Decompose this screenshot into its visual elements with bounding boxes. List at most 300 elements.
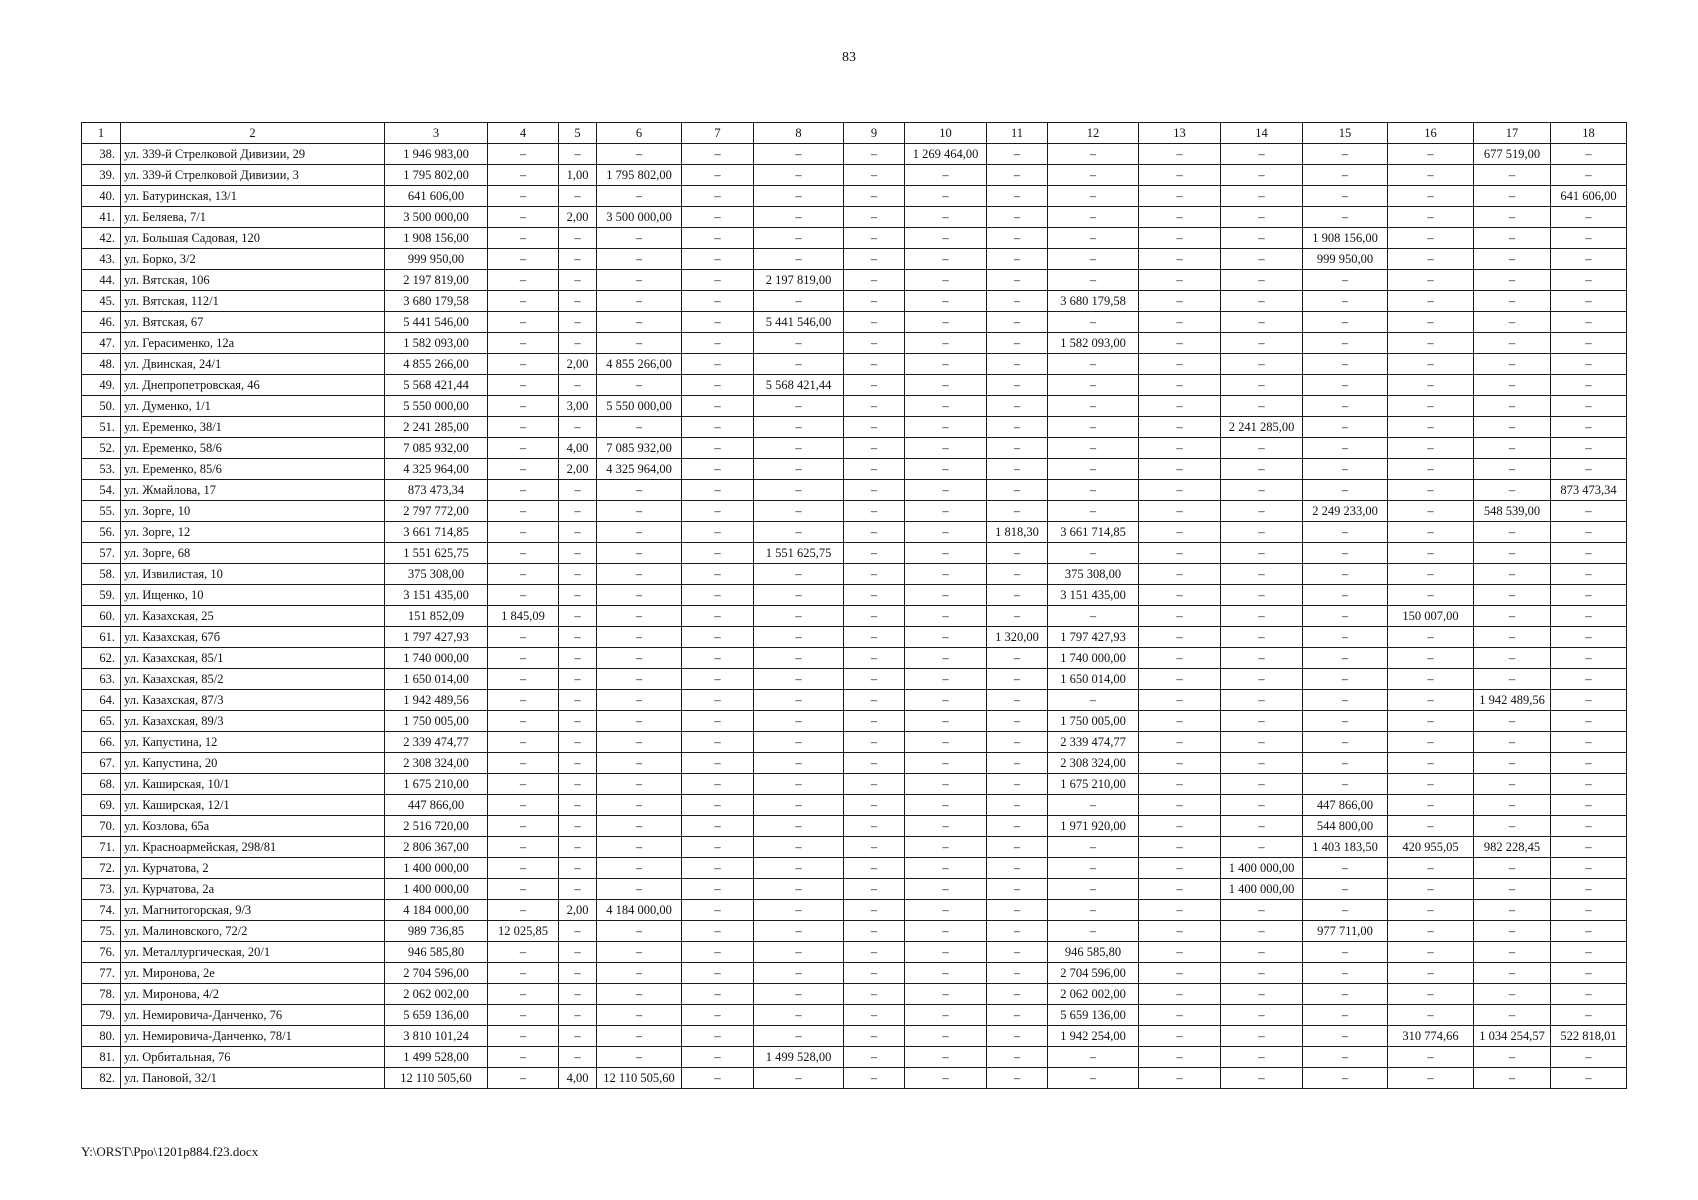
value-cell: –	[905, 627, 987, 648]
value-cell: –	[905, 270, 987, 291]
value-cell: –	[682, 249, 754, 270]
value-cell: –	[1474, 669, 1551, 690]
value-cell: –	[1551, 732, 1627, 753]
table-row	[82, 207, 1627, 228]
value-cell: –	[905, 858, 987, 879]
header-cell: 4	[488, 123, 559, 144]
value-cell: –	[559, 228, 597, 249]
value-cell: –	[905, 186, 987, 207]
value-cell: –	[905, 837, 987, 858]
value-cell: –	[1221, 291, 1303, 312]
value-cell: 2,00	[559, 354, 597, 375]
table-row	[82, 858, 1627, 879]
value-cell: 1 499 528,00	[754, 1047, 844, 1068]
value-cell: –	[1221, 522, 1303, 543]
value-cell: –	[1388, 732, 1474, 753]
value-cell: –	[754, 690, 844, 711]
table-row	[82, 270, 1627, 291]
address-cell: ул. Миронова, 4/2	[121, 984, 385, 1005]
value-cell: –	[1388, 522, 1474, 543]
value-cell: –	[682, 375, 754, 396]
value-cell: –	[1048, 879, 1139, 900]
value-cell: 3 500 000,00	[385, 207, 488, 228]
value-cell: –	[987, 900, 1048, 921]
value-cell: –	[754, 816, 844, 837]
value-cell: –	[1139, 669, 1221, 690]
value-cell: –	[1388, 291, 1474, 312]
value-cell: –	[597, 837, 682, 858]
row-number-cell: 43.	[82, 249, 121, 270]
address-cell: ул. Казахская, 87/3	[121, 690, 385, 711]
value-cell: –	[1221, 459, 1303, 480]
value-cell: –	[682, 984, 754, 1005]
value-cell: –	[1048, 480, 1139, 501]
value-cell: –	[488, 585, 559, 606]
address-cell: ул. Магнитогорская, 9/3	[121, 900, 385, 921]
value-cell: –	[1139, 186, 1221, 207]
value-cell: 7 085 932,00	[597, 438, 682, 459]
value-cell: –	[559, 543, 597, 564]
value-cell: 150 007,00	[1388, 606, 1474, 627]
value-cell: –	[1474, 648, 1551, 669]
row-number-cell: 79.	[82, 1005, 121, 1026]
value-cell: –	[1474, 249, 1551, 270]
value-cell: –	[844, 291, 905, 312]
value-cell: –	[1048, 165, 1139, 186]
value-cell: –	[1474, 1068, 1551, 1089]
value-cell: –	[905, 795, 987, 816]
value-cell: –	[682, 963, 754, 984]
value-cell: 310 774,66	[1388, 1026, 1474, 1047]
value-cell: –	[844, 543, 905, 564]
value-cell: –	[597, 480, 682, 501]
value-cell: –	[1221, 669, 1303, 690]
value-cell: 1 818,30	[987, 522, 1048, 543]
value-cell: –	[844, 963, 905, 984]
value-cell: –	[1474, 606, 1551, 627]
value-cell: 982 228,45	[1474, 837, 1551, 858]
value-cell: –	[754, 858, 844, 879]
value-cell: –	[1048, 186, 1139, 207]
value-cell: –	[1139, 438, 1221, 459]
value-cell: –	[1551, 438, 1627, 459]
value-cell: –	[488, 480, 559, 501]
value-cell: –	[1221, 1047, 1303, 1068]
table-row	[82, 249, 1627, 270]
value-cell: –	[597, 228, 682, 249]
row-number-cell: 63.	[82, 669, 121, 690]
value-cell: –	[754, 459, 844, 480]
row-number-cell: 74.	[82, 900, 121, 921]
value-cell: 2 197 819,00	[754, 270, 844, 291]
value-cell: –	[682, 522, 754, 543]
address-cell: ул. 339-й Стрелковой Дивизии, 29	[121, 144, 385, 165]
value-cell: –	[1303, 186, 1388, 207]
value-cell: 4,00	[559, 1068, 597, 1089]
value-cell: –	[1221, 249, 1303, 270]
header-cell: 7	[682, 123, 754, 144]
value-cell: –	[1474, 900, 1551, 921]
row-number-cell: 73.	[82, 879, 121, 900]
value-cell: –	[559, 186, 597, 207]
value-cell: –	[987, 228, 1048, 249]
table-row	[82, 333, 1627, 354]
value-cell: –	[682, 291, 754, 312]
value-cell: –	[1388, 333, 1474, 354]
value-cell: –	[682, 711, 754, 732]
value-cell: 3 151 435,00	[385, 585, 488, 606]
table-row	[82, 354, 1627, 375]
value-cell: –	[1221, 1026, 1303, 1047]
value-cell: –	[1551, 1047, 1627, 1068]
table-row	[82, 564, 1627, 585]
value-cell: –	[1303, 879, 1388, 900]
value-cell: 12 110 505,60	[597, 1068, 682, 1089]
value-cell: –	[1303, 165, 1388, 186]
value-cell: –	[1139, 1047, 1221, 1068]
value-cell: –	[1388, 249, 1474, 270]
value-cell: –	[559, 921, 597, 942]
value-cell: –	[559, 963, 597, 984]
value-cell: –	[488, 228, 559, 249]
value-cell: –	[1303, 669, 1388, 690]
value-cell: –	[1551, 837, 1627, 858]
value-cell: –	[905, 942, 987, 963]
value-cell: 2 339 474,77	[385, 732, 488, 753]
value-cell: –	[682, 417, 754, 438]
value-cell: –	[754, 228, 844, 249]
value-cell: –	[987, 501, 1048, 522]
value-cell: –	[1221, 438, 1303, 459]
address-cell: ул. Красноармейская, 298/81	[121, 837, 385, 858]
value-cell: –	[682, 270, 754, 291]
value-cell: –	[1139, 711, 1221, 732]
value-cell: 1 400 000,00	[385, 879, 488, 900]
value-cell: –	[1139, 522, 1221, 543]
value-cell: –	[905, 354, 987, 375]
row-number-cell: 48.	[82, 354, 121, 375]
value-cell: –	[1221, 1005, 1303, 1026]
value-cell: –	[1048, 690, 1139, 711]
value-cell: –	[987, 711, 1048, 732]
value-cell: –	[905, 417, 987, 438]
table-row	[82, 774, 1627, 795]
value-cell: –	[754, 669, 844, 690]
value-cell: –	[1474, 858, 1551, 879]
value-cell: 1 942 489,56	[1474, 690, 1551, 711]
value-cell: –	[682, 795, 754, 816]
value-cell: 1 551 625,75	[385, 543, 488, 564]
value-cell: –	[1388, 480, 1474, 501]
value-cell: –	[1551, 144, 1627, 165]
value-cell: –	[597, 984, 682, 1005]
value-cell: –	[559, 585, 597, 606]
value-cell: –	[1303, 774, 1388, 795]
value-cell: –	[1551, 606, 1627, 627]
value-cell: –	[1474, 291, 1551, 312]
value-cell: –	[597, 585, 682, 606]
value-cell: 4 325 964,00	[385, 459, 488, 480]
address-cell: ул. Батуринская, 13/1	[121, 186, 385, 207]
value-cell: –	[1139, 543, 1221, 564]
value-cell: –	[488, 291, 559, 312]
table-row	[82, 732, 1627, 753]
address-cell: ул. Немировича-Данченко, 78/1	[121, 1026, 385, 1047]
value-cell: –	[844, 921, 905, 942]
value-cell: –	[1551, 312, 1627, 333]
value-cell: –	[844, 711, 905, 732]
value-cell: –	[987, 942, 1048, 963]
value-cell: –	[488, 522, 559, 543]
value-cell: –	[987, 669, 1048, 690]
value-cell: –	[597, 690, 682, 711]
value-cell: –	[597, 942, 682, 963]
value-cell: –	[682, 837, 754, 858]
value-cell: –	[844, 648, 905, 669]
table-row	[82, 690, 1627, 711]
table-row	[82, 480, 1627, 501]
value-cell: –	[1221, 732, 1303, 753]
value-cell: –	[488, 438, 559, 459]
value-cell: –	[905, 249, 987, 270]
value-cell: 375 308,00	[1048, 564, 1139, 585]
value-cell: –	[1474, 228, 1551, 249]
header-cell: 17	[1474, 123, 1551, 144]
value-cell: –	[488, 270, 559, 291]
value-cell: –	[1221, 900, 1303, 921]
value-cell: –	[1474, 270, 1551, 291]
value-cell: 375 308,00	[385, 564, 488, 585]
value-cell: 1 551 625,75	[754, 543, 844, 564]
row-number-cell: 66.	[82, 732, 121, 753]
value-cell: –	[844, 858, 905, 879]
header-cell: 18	[1551, 123, 1627, 144]
value-cell: –	[1139, 501, 1221, 522]
value-cell: –	[597, 186, 682, 207]
value-cell: –	[1221, 942, 1303, 963]
value-cell: –	[905, 459, 987, 480]
value-cell: –	[1048, 921, 1139, 942]
value-cell: 1 269 464,00	[905, 144, 987, 165]
value-cell: –	[844, 396, 905, 417]
value-cell: –	[1048, 1068, 1139, 1089]
value-cell: 1 942 489,56	[385, 690, 488, 711]
value-cell: –	[1474, 333, 1551, 354]
address-cell: ул. Извилистая, 10	[121, 564, 385, 585]
value-cell: –	[488, 837, 559, 858]
value-cell: –	[754, 1005, 844, 1026]
value-cell: –	[1048, 501, 1139, 522]
value-cell: –	[559, 501, 597, 522]
value-cell: 641 606,00	[1551, 186, 1627, 207]
table-row	[82, 711, 1627, 732]
value-cell: –	[1388, 417, 1474, 438]
row-number-cell: 70.	[82, 816, 121, 837]
value-cell: –	[1551, 270, 1627, 291]
value-cell: –	[488, 249, 559, 270]
value-cell: 548 539,00	[1474, 501, 1551, 522]
table-row	[82, 186, 1627, 207]
value-cell: –	[559, 270, 597, 291]
row-number-cell: 68.	[82, 774, 121, 795]
value-cell: –	[597, 144, 682, 165]
value-cell: –	[488, 165, 559, 186]
table-row	[82, 648, 1627, 669]
value-cell: –	[905, 1026, 987, 1047]
value-cell: –	[1388, 1068, 1474, 1089]
value-cell: –	[682, 501, 754, 522]
row-number-cell: 62.	[82, 648, 121, 669]
row-number-cell: 42.	[82, 228, 121, 249]
value-cell: 5 659 136,00	[385, 1005, 488, 1026]
value-cell: –	[905, 312, 987, 333]
value-cell: 2 339 474,77	[1048, 732, 1139, 753]
value-cell: –	[1474, 711, 1551, 732]
value-cell: –	[1551, 795, 1627, 816]
value-cell: –	[1551, 774, 1627, 795]
row-number-cell: 41.	[82, 207, 121, 228]
value-cell: –	[559, 1047, 597, 1068]
value-cell: –	[754, 795, 844, 816]
row-number-cell: 58.	[82, 564, 121, 585]
value-cell: –	[559, 291, 597, 312]
value-cell: –	[488, 144, 559, 165]
value-cell: –	[1551, 564, 1627, 585]
header-cell: 16	[1388, 123, 1474, 144]
table-row	[82, 228, 1627, 249]
value-cell: –	[1551, 291, 1627, 312]
value-cell: –	[488, 501, 559, 522]
value-cell: –	[844, 459, 905, 480]
value-cell: –	[987, 354, 1048, 375]
value-cell: –	[1048, 795, 1139, 816]
value-cell: 1 908 156,00	[385, 228, 488, 249]
value-cell: –	[682, 879, 754, 900]
row-number-cell: 49.	[82, 375, 121, 396]
header-cell: 1	[82, 123, 121, 144]
table-row	[82, 543, 1627, 564]
value-cell: –	[1388, 438, 1474, 459]
value-cell: –	[844, 774, 905, 795]
row-number-cell: 82.	[82, 1068, 121, 1089]
header-cell: 3	[385, 123, 488, 144]
row-number-cell: 65.	[82, 711, 121, 732]
value-cell: –	[905, 333, 987, 354]
value-cell: –	[597, 312, 682, 333]
value-cell: –	[987, 480, 1048, 501]
value-cell: –	[1551, 354, 1627, 375]
value-cell: –	[559, 648, 597, 669]
value-cell: –	[987, 1005, 1048, 1026]
table-row	[82, 501, 1627, 522]
table-row	[82, 816, 1627, 837]
value-cell: –	[1139, 816, 1221, 837]
value-cell: –	[754, 606, 844, 627]
value-cell: 5 568 421,44	[385, 375, 488, 396]
value-cell: –	[754, 291, 844, 312]
value-cell: –	[682, 816, 754, 837]
value-cell: –	[1551, 963, 1627, 984]
value-cell: 1 845,09	[488, 606, 559, 627]
value-cell: 1 499 528,00	[385, 1047, 488, 1068]
header-cell: 14	[1221, 123, 1303, 144]
value-cell: 3 810 101,24	[385, 1026, 488, 1047]
value-cell: –	[844, 417, 905, 438]
value-cell: –	[1221, 606, 1303, 627]
value-cell: –	[987, 921, 1048, 942]
value-cell: 3 680 179,58	[385, 291, 488, 312]
value-cell: –	[1474, 585, 1551, 606]
value-cell: –	[1139, 144, 1221, 165]
value-cell: –	[1303, 648, 1388, 669]
value-cell: 4 855 266,00	[385, 354, 488, 375]
value-cell: 151 852,09	[385, 606, 488, 627]
value-cell: –	[1139, 354, 1221, 375]
value-cell: 1 942 254,00	[1048, 1026, 1139, 1047]
value-cell: –	[844, 690, 905, 711]
value-cell: –	[1221, 501, 1303, 522]
value-cell: –	[844, 1005, 905, 1026]
value-cell: –	[1474, 459, 1551, 480]
value-cell: –	[1139, 648, 1221, 669]
value-cell: –	[1388, 669, 1474, 690]
value-cell: –	[905, 669, 987, 690]
row-number-cell: 54.	[82, 480, 121, 501]
address-cell: ул. Еременко, 58/6	[121, 438, 385, 459]
value-cell: 1 650 014,00	[1048, 669, 1139, 690]
value-cell: –	[754, 753, 844, 774]
value-cell: –	[1474, 396, 1551, 417]
value-cell: –	[1139, 375, 1221, 396]
header-cell: 5	[559, 123, 597, 144]
value-cell: –	[597, 543, 682, 564]
value-cell: 1 908 156,00	[1303, 228, 1388, 249]
value-cell: –	[488, 879, 559, 900]
value-cell: 2 241 285,00	[385, 417, 488, 438]
value-cell: –	[754, 963, 844, 984]
value-cell: –	[1221, 1068, 1303, 1089]
table-row	[82, 144, 1627, 165]
value-cell: –	[754, 522, 844, 543]
value-cell: 2,00	[559, 900, 597, 921]
header-cell: 10	[905, 123, 987, 144]
table-row	[82, 1005, 1627, 1026]
value-cell: –	[1139, 333, 1221, 354]
value-cell: –	[987, 606, 1048, 627]
value-cell: –	[1474, 522, 1551, 543]
table-body	[82, 144, 1627, 1089]
value-cell: 3 661 714,85	[1048, 522, 1139, 543]
value-cell: –	[1551, 753, 1627, 774]
value-cell: –	[1048, 207, 1139, 228]
value-cell: –	[1551, 522, 1627, 543]
address-cell: ул. Казахская, 89/3	[121, 711, 385, 732]
value-cell: –	[682, 585, 754, 606]
value-cell: –	[1388, 963, 1474, 984]
value-cell: –	[1551, 711, 1627, 732]
address-cell: ул. Пановой, 32/1	[121, 1068, 385, 1089]
value-cell: –	[1139, 774, 1221, 795]
value-cell: –	[844, 984, 905, 1005]
value-cell: –	[597, 753, 682, 774]
value-cell: –	[597, 648, 682, 669]
value-cell: –	[754, 207, 844, 228]
value-cell: –	[1303, 417, 1388, 438]
value-cell: 1,00	[559, 165, 597, 186]
value-cell: –	[987, 438, 1048, 459]
value-cell: –	[488, 1026, 559, 1047]
row-number-cell: 40.	[82, 186, 121, 207]
